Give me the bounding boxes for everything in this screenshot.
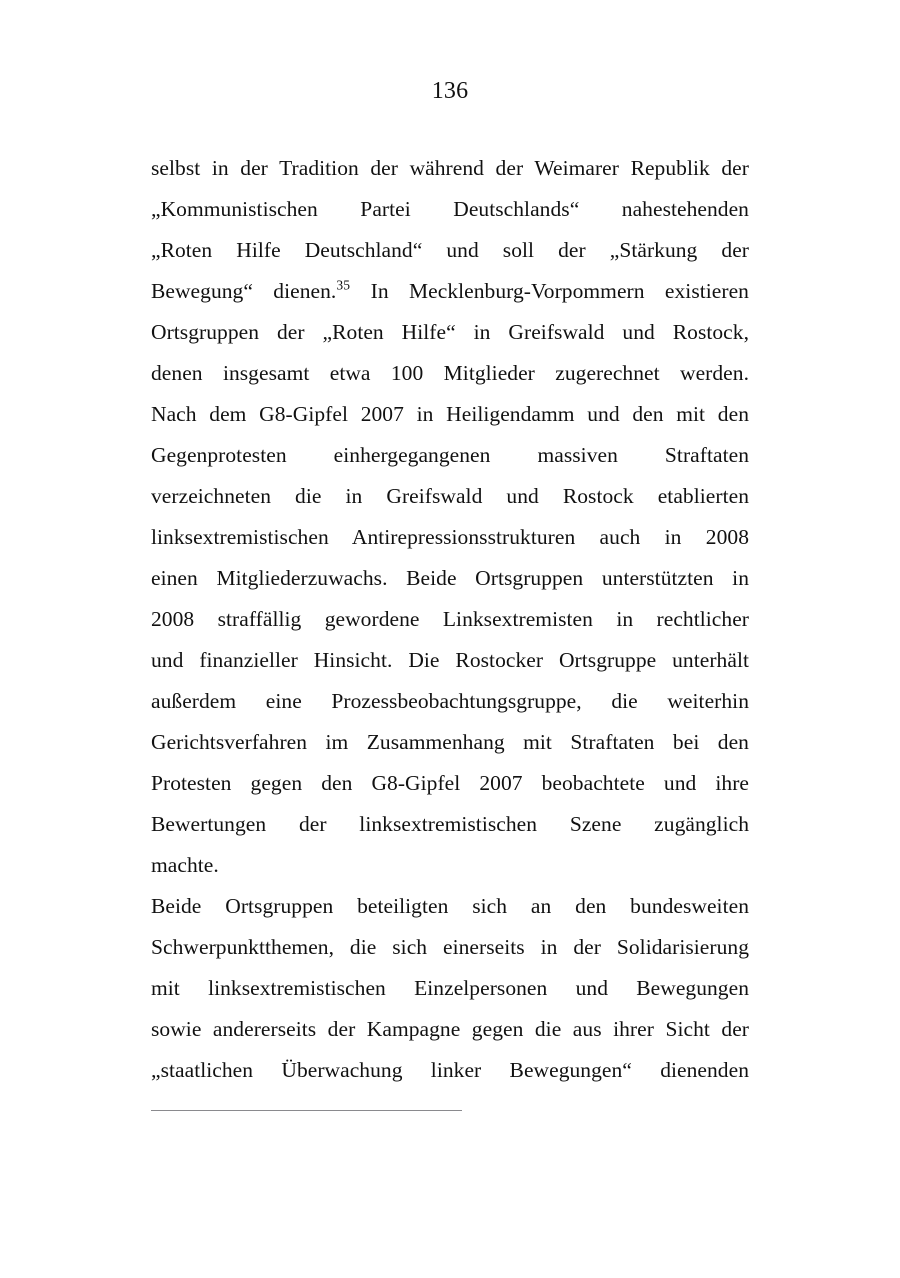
text-line: Beide Ortsgruppen beteiligten sich an den bundesweiten [151, 894, 749, 918]
text-line: mit linksextremistischen Einzelpersonen und Bewegungen [151, 976, 749, 1000]
text-line: denen insgesamt etwa 100 Mitglieder zugerechnet werden. [151, 361, 749, 385]
text-line: außerdem eine Prozessbeobachtungsgruppe, die weiterhin [151, 689, 749, 713]
text-line: „Roten Hilfe Deutschland“ und soll der „Stärkung der [151, 238, 749, 262]
page-number: 136 [431, 78, 469, 104]
text-line: Nach dem G8-Gipfel 2007 in Heiligendamm und den mit den [151, 402, 749, 426]
text-line: Protesten gegen den G8-Gipfel 2007 beobachtete und ihre [151, 771, 749, 795]
text-line: Gerichtsverfahren im Zusammenhang mit Straftaten bei den [151, 730, 749, 754]
text-line: Schwerpunktthemen, die sich einerseits in der Solidarisierung [151, 935, 749, 959]
text-line-segment: In Mecklenburg-Vorpommern existieren [350, 279, 749, 303]
text-line: und finanzieller Hinsicht. Die Rostocker Ortsgruppe unterhält [151, 648, 749, 672]
text-line: „Kommunistischen Partei Deutschlands“ nahestehenden [151, 197, 749, 221]
text-line-segment: Bewegung“ dienen. [151, 279, 337, 303]
footnote-marker[interactable]: 35 [336, 277, 351, 293]
paragraph-1 [151, 148, 749, 886]
text-line: selbst in der Tradition der während der Weimarer Republik der [151, 156, 749, 180]
paragraph-2 [151, 886, 749, 1091]
text-line: Bewertungen der linksextremistischen Szene zugänglich [151, 812, 749, 836]
footnote-separator-rule [151, 1110, 462, 1111]
text-line: sowie andererseits der Kampagne gegen die aus ihrer Sicht der [151, 1017, 749, 1041]
text-line: 2008 straffällig gewordene Linksextremisten in rechtlicher [151, 607, 749, 631]
text-line: einen Mitgliederzuwachs. Beide Ortsgruppen unterstützten in [151, 566, 749, 590]
text-line: „staatlichen Überwachung linker Bewegungen“ dienenden [151, 1058, 749, 1082]
text-line: verzeichneten die in Greifswald und Rostock etablierten [151, 484, 749, 508]
text-line-with-footnote [151, 271, 749, 312]
text-line: machte. [151, 853, 219, 877]
text-line: Ortsgruppen der „Roten Hilfe“ in Greifswald und Rostock, [151, 320, 749, 344]
text-line: linksextremistischen Antirepressionsstrukturen auch in 2008 [151, 525, 749, 549]
page-text-body [151, 148, 749, 1091]
text-line: Gegenprotesten einhergegangenen massiven Straftaten [151, 443, 749, 467]
